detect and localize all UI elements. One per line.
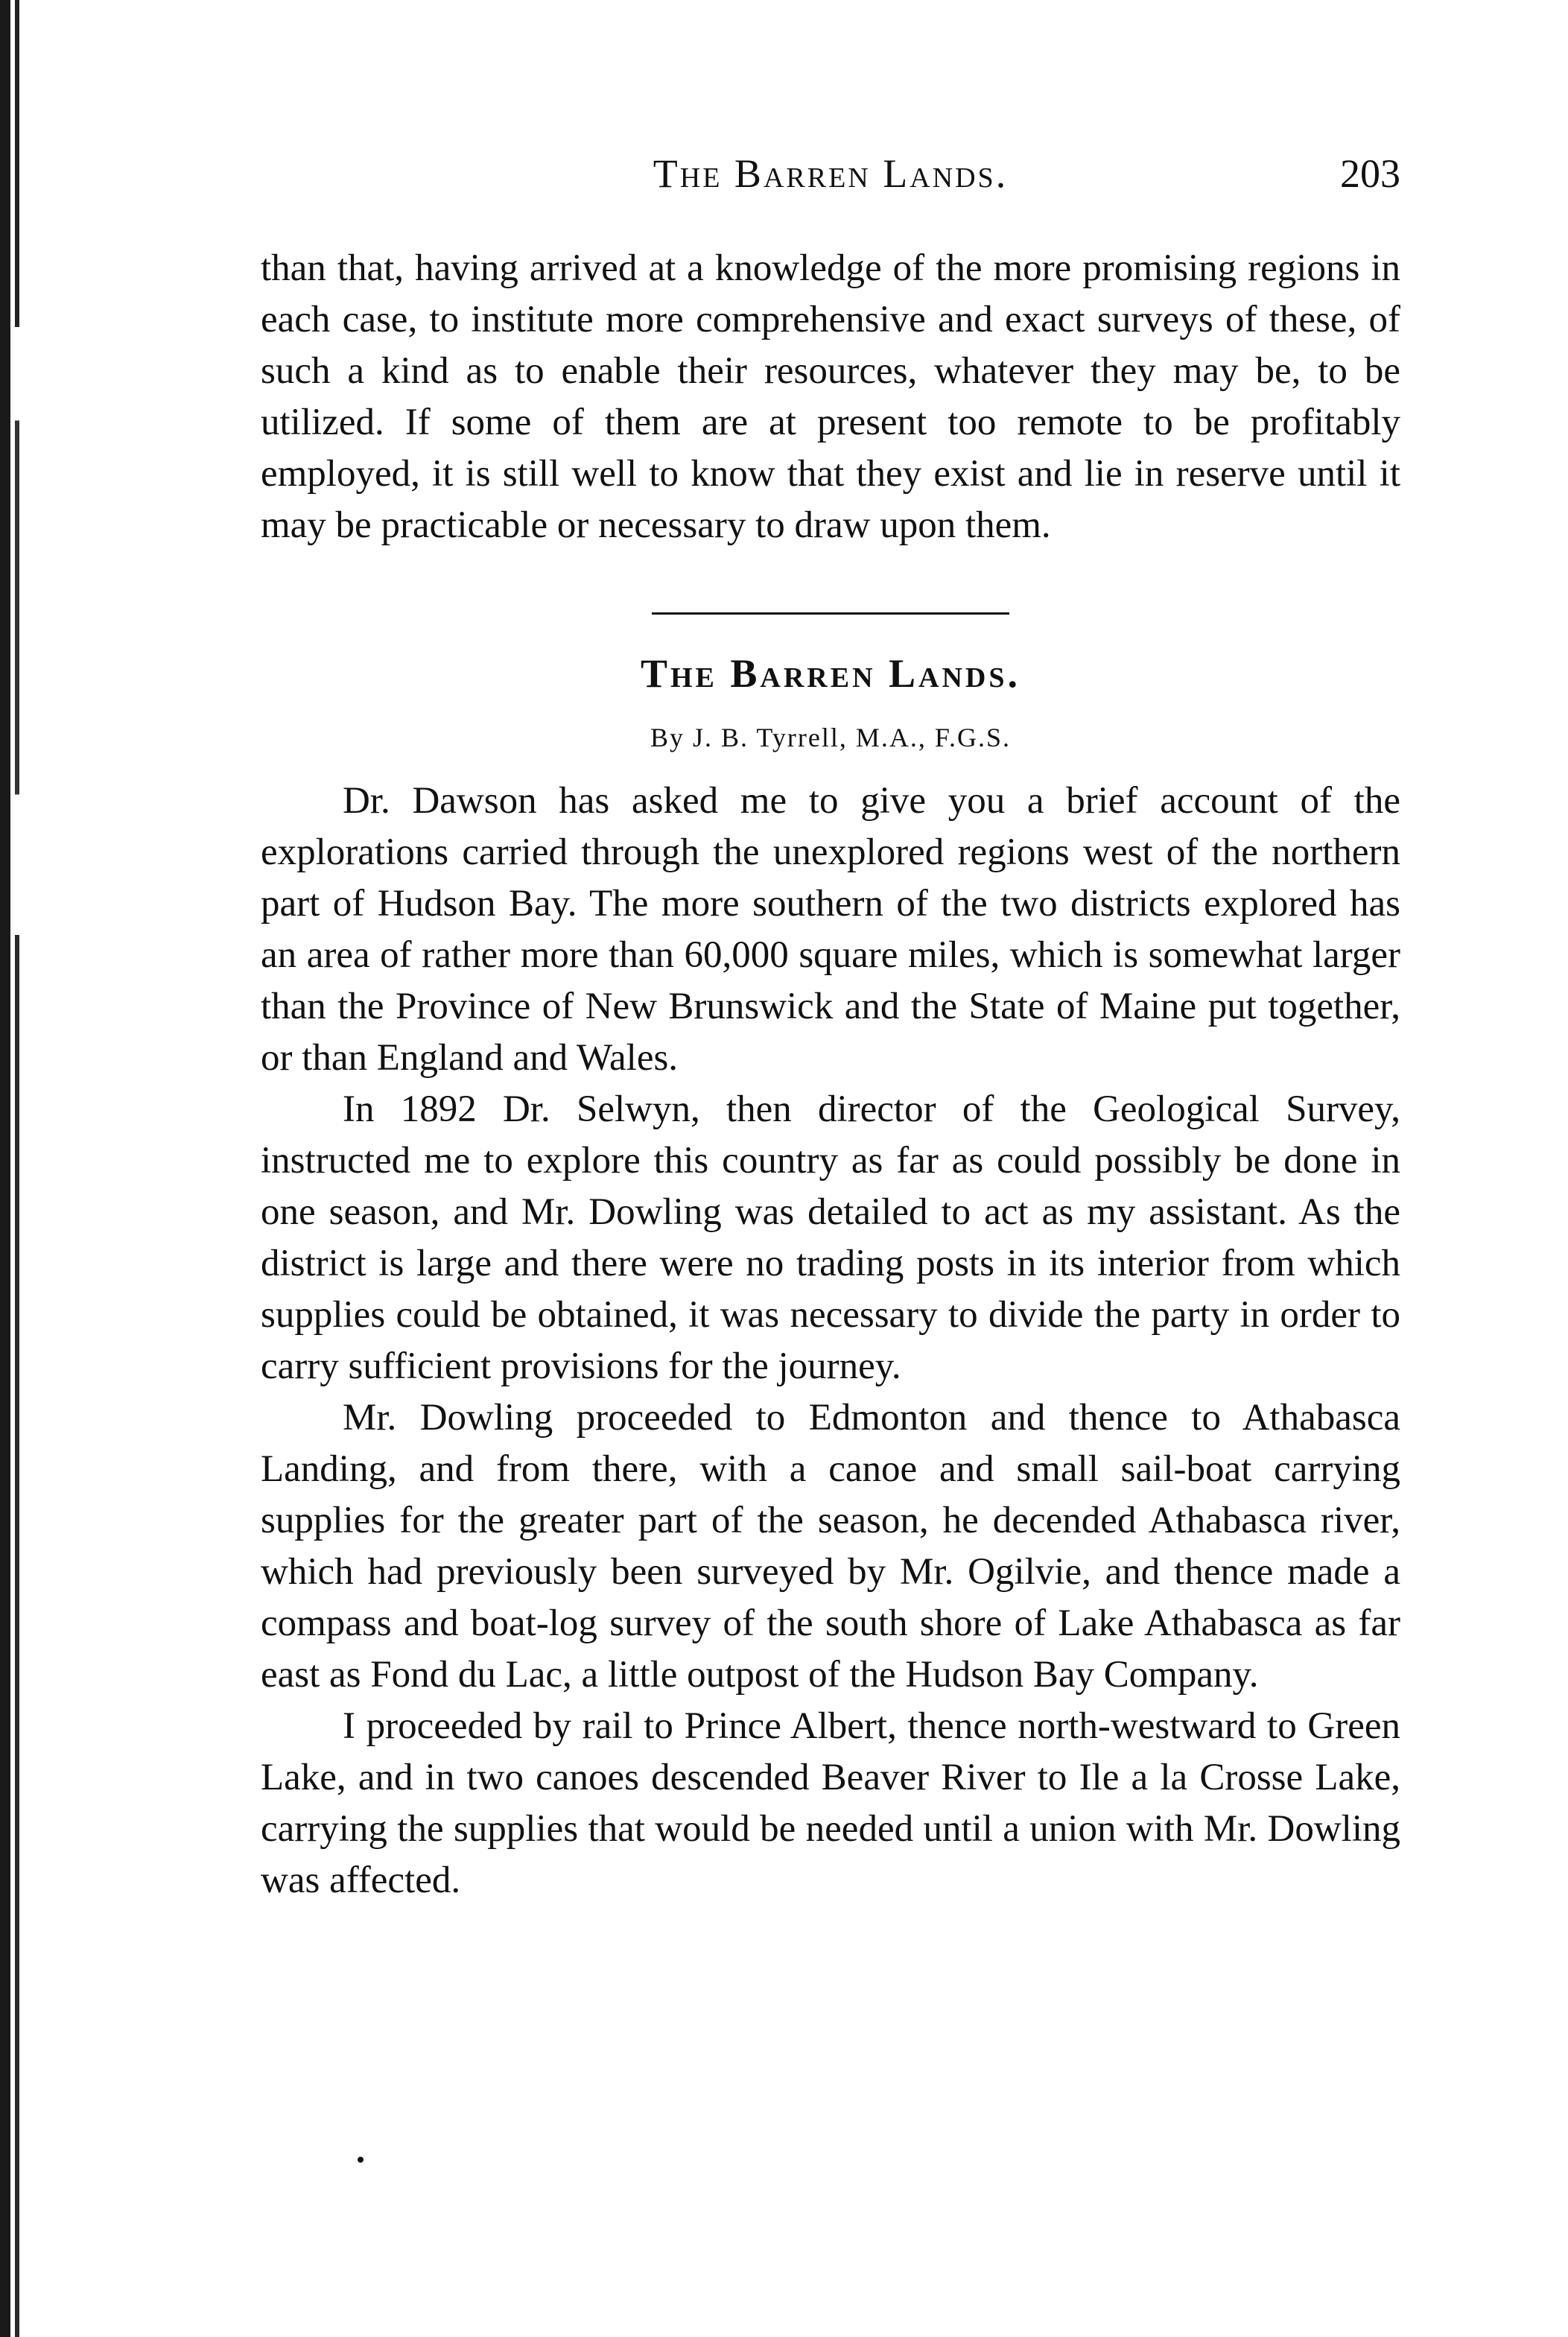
intro-paragraph: than that, having arrived at a knowledge of the more promising regions in each case, to institute more comprehensive and exact surveys of these, of such a kind as to enable their resources, whatever they may be, to be utilized. If some of them are at present too remote to be profitably employed, it is still well to know that they exist and lie in reserve until it may be practicable or necessary to draw upon them. — [261, 247, 1400, 546]
article-byline: By J. B. Tyrrell, M.A., F.G.S. — [650, 723, 1011, 752]
article-paragraph-2: In 1892 Dr. Selwyn, then director of the Geological Survey, instructed me to explore this country as far as could possibly be done in one season, and Mr. Dowling was detailed to act as my assistant. As the district is large and there were no trading posts in its interior from which supplies could be obtained, it was necessary to divide the party in order to carry sufficient provisions for the journey. — [261, 1088, 1400, 1387]
print-speck — [358, 2157, 364, 2163]
page-number: 203 — [1340, 151, 1400, 196]
article-paragraph-1: Dr. Dawson has asked me to give you a brief account of the explorations carried through the unexplored regions west of the northern part of Hudson Bay. The more southern of the two districts explored has an area of rather more than 60,000 square miles, which is somewhat larger than the Province of New Brunswick and the State of Maine put together, or than England and Wales. — [261, 780, 1400, 1079]
running-head — [261, 142, 1400, 209]
scan-edge-shadow — [0, 0, 10, 2337]
section-divider — [652, 612, 1009, 615]
running-title: The Barren Lands. — [653, 151, 1009, 196]
book-page — [261, 142, 1400, 1906]
article-paragraph-3: Mr. Dowling proceeded to Edmonton and thence to Athabasca Landing, and from there, with a canoe and small sail-boat carrying supplies for the greater part of the season, he decended Athabasca river, which had previously been surveyed by Mr. Ogilvie, and thence made a compass and boat-log survey of the south shore of Lake Athabasca as far east as Fond du Lac, a little outpost of the Hudson Bay Company. — [261, 1397, 1400, 1696]
article-title: The Barren Lands. — [640, 651, 1021, 696]
article-paragraph-4: I proceeded by rail to Prince Albert, thence north-westward to Green Lake, and in two canoes descended Beaver River to Ile a la Crosse Lake, carrying the supplies that would be needed until a union with Mr. Dowling was affected. — [261, 1705, 1400, 1901]
scan-edge-shadow-inner — [15, 0, 19, 2337]
